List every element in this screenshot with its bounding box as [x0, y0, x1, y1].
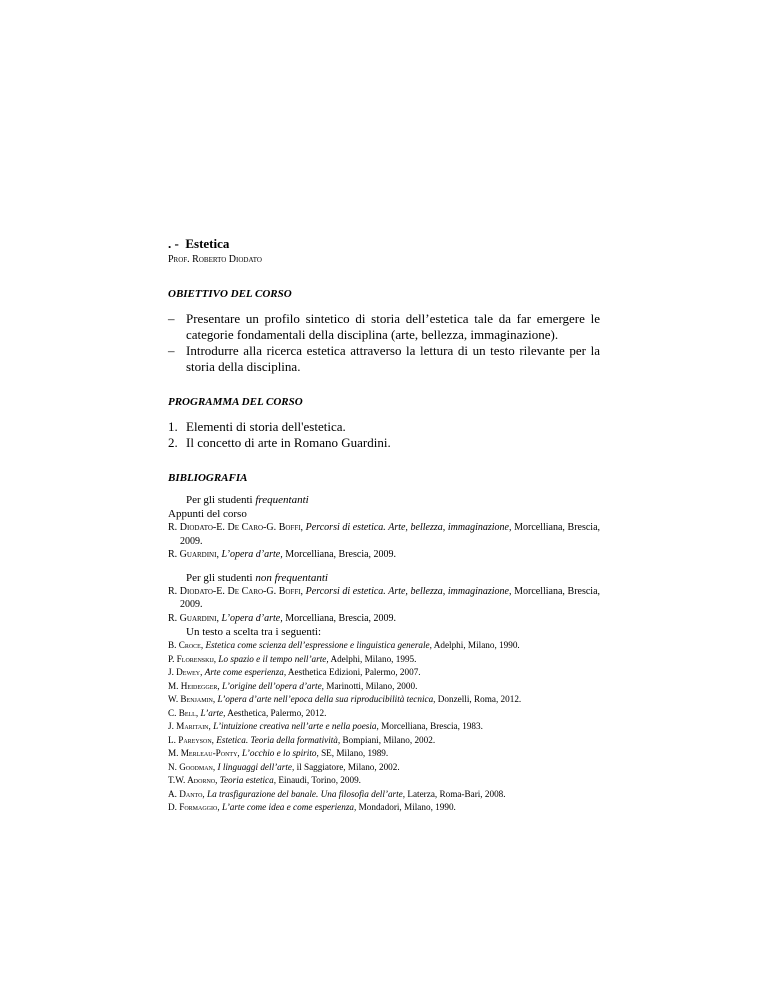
choice-reference: M. Merleau-Ponty, L’occhio e lo spirito, SE, Milano, 1989.	[168, 748, 389, 758]
programma-item: 2. Il concetto di arte in Romano Guardini.	[168, 435, 391, 450]
obiettivo-item: – Presentare un profilo sintetico di storia dell’estetica tale da far emergere le categorie fondamentali della disciplina (arte, bellezza, immaginazione).	[168, 311, 600, 343]
programma-item: 1. Elementi di storia dell'estetica.	[168, 419, 346, 434]
course-title-row	[168, 236, 600, 252]
choice-intro: Un testo a scelta tra i seguenti:	[186, 626, 322, 638]
choice-reference: C. Bell, L’arte, Aesthetica, Palermo, 2012.	[168, 707, 327, 718]
professor-name: Prof. Roberto Diodato	[168, 254, 262, 265]
course-title: Estetica	[185, 236, 230, 251]
obiettivo-list	[168, 311, 600, 375]
choice-reference: W. Benjamin, L’opera d’arte nell’epoca della sua riproducibilità tecnica, Donzelli, Roma, 2012.	[168, 694, 522, 704]
programma-list	[168, 419, 600, 451]
choice-reference: J. Maritain, L’intuizione creativa nell’arte e nella poesia, Morcelliana, Brescia, 1983.	[168, 721, 483, 731]
non-frequentanti-heading: Per gli studenti non frequentanti	[186, 571, 328, 584]
choice-reference: P. Florenskij, Lo spazio e il tempo nell’arte, Adelphi, Milano, 1995.	[168, 653, 417, 664]
choice-reference: B. Croce, Estetica come scienza dell’espressione e linguistica generale, Adelphi, Milano, 1990.	[168, 640, 520, 650]
obiettivo-item: – Introdurre alla ricerca estetica attraverso la lettura di un testo rilevante per la storia della disciplina.	[168, 343, 600, 375]
programma-heading: PROGRAMMA DEL CORSO	[168, 396, 303, 408]
choice-reference: N. Goodman, I linguaggi dell’arte, il Saggiatore, Milano, 2002.	[168, 761, 400, 772]
bib-reference: R. Diodato-E. De Caro-G. Boffi, Percorsi di estetica. Arte, bellezza, immaginazione, Morcelliana, Brescia, 2009.	[168, 585, 601, 610]
choice-reference: D. Formaggio, L’arte come idea e come esperienza, Mondadori, Milano, 1990.	[168, 802, 456, 812]
choice-reference: J. Dewey, Arte come esperienza, Aesthetica Edizioni, Palermo, 2007.	[168, 667, 421, 677]
choice-reference: M. Heidegger, L’origine dell’opera d’arte, Marinotti, Milano, 2000.	[168, 680, 418, 691]
choice-reference: A. Danto, La trasfigurazione del banale. Una filosofia dell’arte, Laterza, Roma-Bari, 2008.	[168, 788, 506, 799]
choice-list	[168, 639, 600, 815]
choice-reference: T.W. Adorno, Teoria estetica, Einaudi, Torino, 2009.	[168, 775, 361, 785]
bib-reference: R. Guardini, L’opera d’arte, Morcelliana, Brescia, 2009.	[168, 612, 397, 624]
appunti-text: Appunti del corso	[168, 508, 247, 520]
bib-reference: R. Guardini, L’opera d’arte, Morcelliana, Brescia, 2009.	[168, 549, 397, 560]
course-number: . -	[168, 236, 179, 251]
course-page	[168, 236, 600, 815]
frequentanti-heading: Per gli studenti frequentanti	[186, 494, 309, 506]
bib-reference: R. Diodato-E. De Caro-G. Boffi, Percorsi di estetica. Arte, bellezza, immaginazione, Morcelliana, Brescia, 2009.	[168, 522, 601, 547]
bibliografia-heading: BIBLIOGRAFIA	[168, 472, 248, 484]
choice-reference: L. Pareyson, Estetica. Teoria della formatività, Bompiani, Milano, 2002.	[168, 734, 436, 745]
obiettivo-heading: OBIETTIVO DEL CORSO	[168, 288, 292, 300]
